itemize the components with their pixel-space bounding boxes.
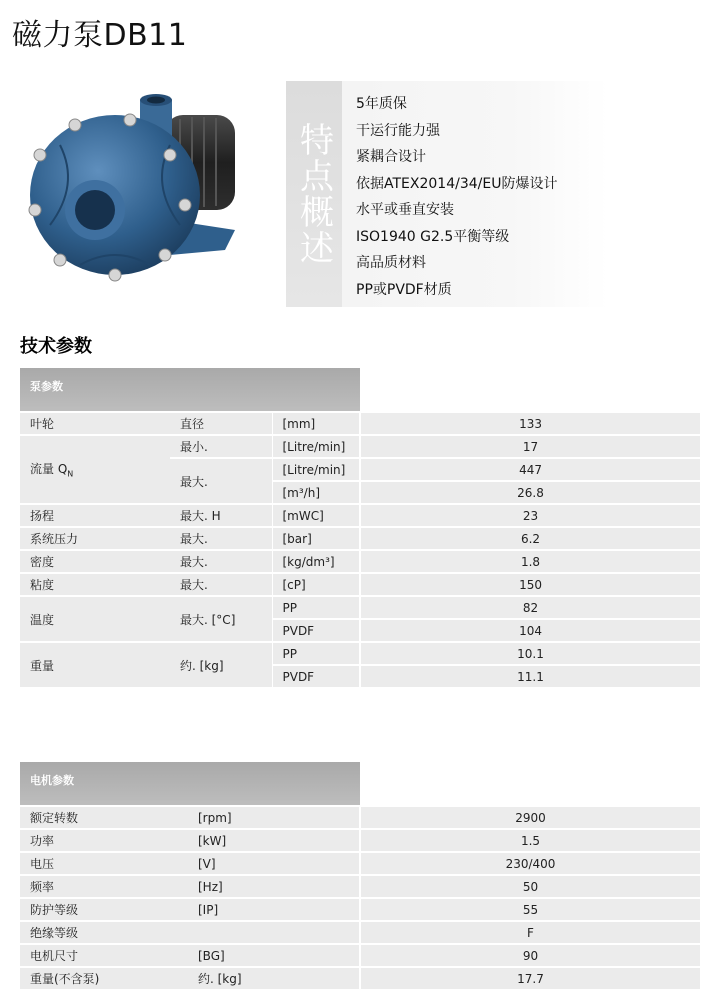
table-row: 粘度 最大. [cP] 150 bbox=[20, 573, 700, 596]
feature-side-label: 特点概述 bbox=[286, 81, 342, 307]
table-row: 电压 [V] 230/400 bbox=[20, 852, 700, 875]
table-row: 额定转数 [rpm] 2900 bbox=[20, 806, 700, 829]
table-row: 重量 约. [kg] PP 10.1 bbox=[20, 642, 700, 665]
feature-summary-box bbox=[286, 81, 608, 307]
flow-label: 流量 $Q_N$ bbox=[20, 435, 170, 504]
table-row: 扬程 最大. H [mWC] 23 bbox=[20, 504, 700, 527]
feature-item: 水平或垂直安装 bbox=[356, 202, 454, 218]
feature-item: 5年质保 bbox=[356, 96, 407, 112]
table-row: 系统压力 最大. [bar] 6.2 bbox=[20, 527, 700, 550]
table-row: 流量 $Q_N$ 最小. [Litre/min] 17 bbox=[20, 435, 700, 458]
feature-list bbox=[356, 91, 557, 303]
table-row: 电机尺寸 [BG] 90 bbox=[20, 944, 700, 967]
table-row: 叶轮 直径 [mm] 133 bbox=[20, 412, 700, 435]
table-row: [m³/h] 26.8 bbox=[20, 481, 700, 504]
table-row: PVDF 11.1 bbox=[20, 665, 700, 688]
table-row: 重量(不含泵) 约. [kg] 17.7 bbox=[20, 967, 700, 990]
feature-item: 依据ATEX2014/34/EU防爆设计 bbox=[356, 175, 558, 192]
table-header-label: 电机参数 bbox=[20, 762, 360, 806]
table-header-label: 泵参数 bbox=[20, 368, 360, 412]
table-row: 最大. [Litre/min] 447 bbox=[20, 458, 700, 481]
feature-item: 紧耦合设计 bbox=[356, 149, 426, 165]
table-row: 功率 [kW] 1.5 bbox=[20, 829, 700, 852]
section-title: 技术参数 bbox=[20, 336, 92, 357]
feature-item: 高品质材料 bbox=[356, 255, 426, 271]
feature-item: ISO1940 G2.5平衡等级 bbox=[356, 228, 510, 245]
table-row: 频率 [Hz] 50 bbox=[20, 875, 700, 898]
table-row: 温度 最大. [°C] PP 82 bbox=[20, 596, 700, 619]
pump-parameters-table bbox=[20, 368, 700, 689]
table-header-model: DB11 bbox=[360, 762, 700, 806]
motor-parameters-table bbox=[20, 762, 700, 991]
table-row: PVDF 104 bbox=[20, 619, 700, 642]
table-row: 防护等级 [IP] 55 bbox=[20, 898, 700, 921]
feature-item: 干运行能力强 bbox=[356, 122, 440, 139]
feature-item: PP或PVDF材质 bbox=[356, 281, 452, 298]
pump-product-image bbox=[20, 85, 270, 305]
table-row: 绝缘等级 F bbox=[20, 921, 700, 944]
table-row: 密度 最大. [kg/dm³] 1.8 bbox=[20, 550, 700, 573]
table-header-model: DB11 bbox=[360, 368, 700, 412]
page-title: 磁力泵DB11 bbox=[12, 18, 188, 53]
